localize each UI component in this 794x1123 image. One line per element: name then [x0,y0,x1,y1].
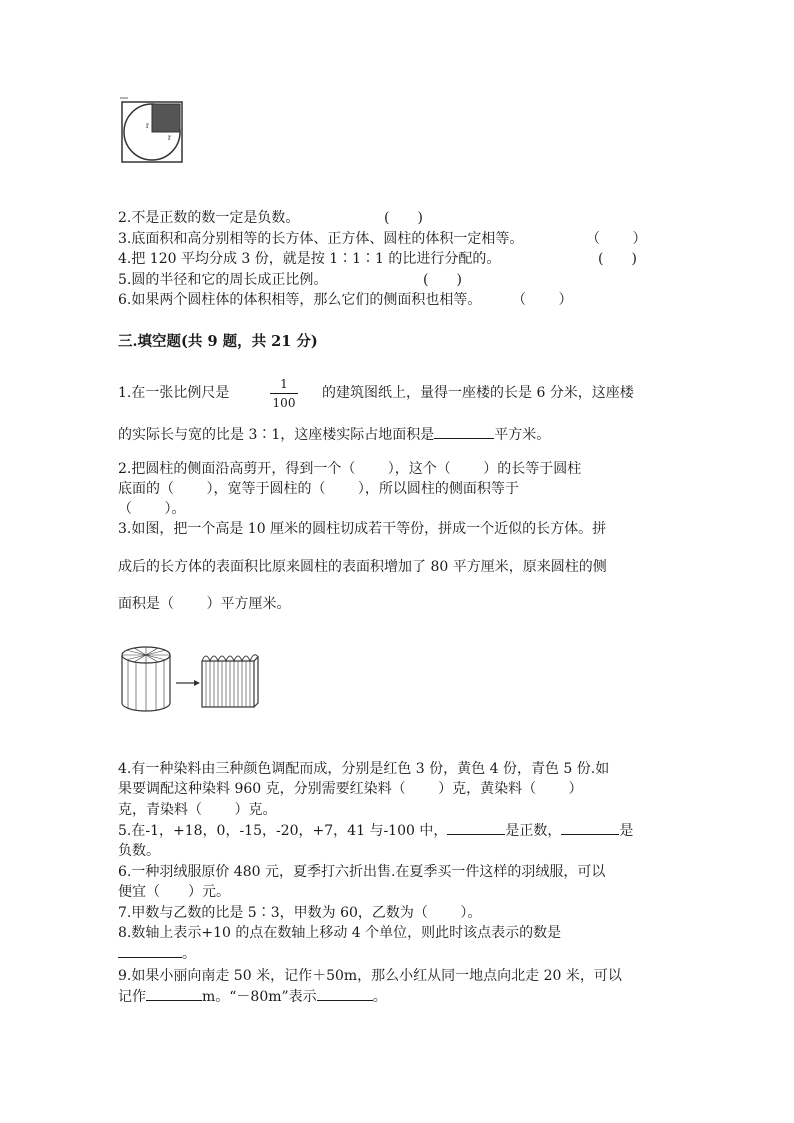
q5-negative-blank[interactable] [561,820,619,835]
fraction-bar [270,393,298,394]
q9-record-blank[interactable] [146,986,202,1001]
judge-paren-5[interactable]: ( ) [423,272,462,288]
judge-item-2: 2.不是正数的数一定是负数。 [118,210,300,226]
q3-line3: 面积是（ ）平方厘米。 [118,596,291,612]
cylinder-to-cuboid-figure [120,645,270,715]
q1-answer-blank[interactable] [434,424,494,439]
q4-line2: 果要调配这种染料 960 克，分别需要红染料（ ）克，黄染料（ ） [118,781,583,797]
q2-line1: 2.把圆柱的侧面沿高剪开，得到一个（ ），这个（ ）的长等于圆柱 [118,461,582,477]
judge-paren-3[interactable]: （ ） [586,231,647,247]
section-title: 三.填空题(共 9 题，共 21 分) [118,333,318,350]
q7-line1: 7.甲数与乙数的比是 5∶3，甲数为 60，乙数为（ ）。 [118,905,482,921]
judge-item-6: 6.如果两个圆柱体的体积相等，那么它们的侧面积也相等。 [118,292,482,308]
svg-text:r: r [168,132,171,142]
fraction-numerator: 1 [280,377,288,391]
q1-pre: 1.在一张比例尺是 [118,385,230,401]
q5-positive-blank[interactable] [447,820,505,835]
q9-meaning-blank[interactable] [317,986,373,1001]
judge-paren-2[interactable]: ( ) [384,210,423,226]
circle-square-figure [120,98,184,164]
q8-line2: 。 [118,943,196,963]
judge-item-3: 3.底面积和高分别相等的长方体、正方体、圆柱的体积一定相等。 [118,231,524,247]
q5-line2: 负数。 [118,843,160,859]
judge-paren-6[interactable]: （ ） [512,292,573,308]
q1-post: 的建筑图纸上，量得一座楼的长是 6 分米，这座楼 [322,385,634,401]
fraction-denominator: 100 [272,396,296,410]
judge-paren-4[interactable]: ( ) [598,251,637,267]
q4-line3: 克，青染料（ ）克。 [118,802,277,818]
q6-line1: 6.一种羽绒服原价 480 元，夏季打六折出售.在夏季买一件这样的羽绒服，可以 [118,864,606,880]
q8-answer-blank[interactable] [118,943,182,958]
svg-text:r: r [146,120,149,130]
scale-fraction [268,377,300,410]
q9-line2: 记作 m。“－80m”表示 。 [118,986,387,1006]
q6-line2: 便宜（ ）元。 [118,884,230,900]
q8-line1: 8.数轴上表示+10 的点在数轴上移动 4 个单位，则此时该点表示的数是 [118,925,562,941]
q2-line2: 底面的（ ），宽等于圆柱的（ ），所以圆柱的侧面积等于 [118,481,519,497]
judge-item-4: 4.把 120 平均分成 3 份，就是按 1∶1∶1 的比进行分配的。 [118,251,501,267]
q2-line3: （ ）。 [118,501,186,517]
q1-line2: 的实际长与宽的比是 3∶1，这座楼实际占地面积是 平方米。 [118,424,550,444]
q5-line1: 5.在-1，+18，0，-15，-20，+7，41 与-100 中， 是正数， 是 [118,820,633,840]
q9-line1: 9.如果小丽向南走 50 米，记作＋50m，那么小红从同一地点向北走 20 米，可以 [118,968,622,984]
q4-line1: 4.有一种染料由三种颜色调配而成，分别是红色 3 份，黄色 4 份，青色 5 份.如 [118,761,610,777]
q3-line1: 3.如图，把一个高是 10 厘米的圆柱切成若干等份，拼成一个近似的长方体。拼 [118,521,607,537]
q3-line2: 成后的长方体的表面积比原来圆柱的表面积增加了 80 平方厘米，原来圆柱的侧 [118,559,607,575]
judge-item-5: 5.圆的半径和它的周长成正比例。 [118,272,328,288]
